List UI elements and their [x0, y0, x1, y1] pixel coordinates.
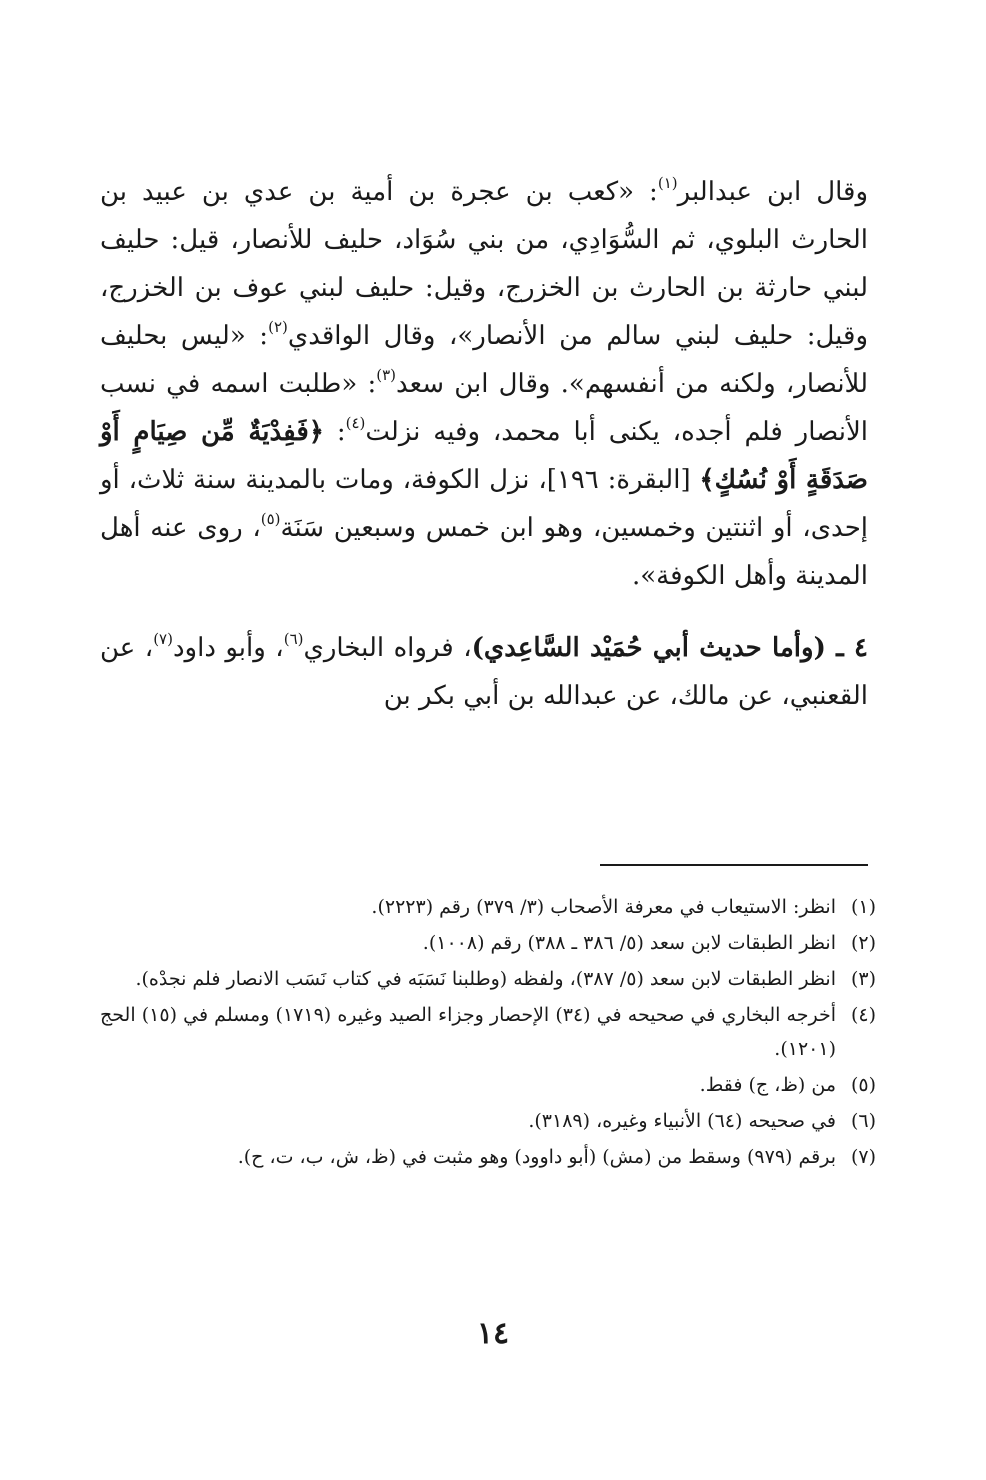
text-run: [البقرة: ١٩٦]، نزل الكوفة، ومات بالمدينة سنة ثلاث، أو إحدى، أو اثنتين وخمسين، وهو ابن خمس وسبعين سَنَة — [100, 465, 868, 543]
section-heading: ٤ ـ (وأما حديث أبي حُمَيْد السَّاعِدي) — [471, 633, 868, 663]
text-run: ، عن القعنبي، عن مالك، عن عبدالله بن أبي بكر بن — [100, 633, 868, 711]
footnote-text: في صحيحه (٦٤) الأنبياء وغيره، (٣١٨٩). — [528, 1110, 836, 1132]
footnote-number: (٣) — [850, 968, 876, 990]
footnote-number: (٥) — [850, 1074, 876, 1096]
footnote-text: من (ظ، ج) فقط. — [699, 1074, 836, 1096]
footnote-number: (٤) — [850, 1004, 876, 1026]
paragraph-hadith — [100, 624, 868, 720]
paragraph-spacer — [100, 600, 868, 624]
footnote-divider — [600, 864, 868, 866]
text-run: : «ليس بحليف للأنصار، ولكنه من أنفسهم». وقال ابن سعد — [100, 321, 868, 399]
footnote-item — [100, 1140, 876, 1174]
footnote-ref-4: (٤) — [345, 414, 366, 432]
text-run: ، وأبو داود — [172, 633, 284, 663]
text-run: : — [323, 417, 346, 447]
text-run: : «كعب بن عجرة بن أمية بن عدي بن عبيد بن الحارث البلوي، ثم السُّوَادِي، من بني سُوَاد، حليف للأنصار، قيل: حليف لبني حارثة بن الحارث بن الخزرج، وقيل: حليف لبني عوف بن الخزرج، وقيل: حليف لبني سالم من الأنصار»، وقال الواقدي — [100, 177, 868, 351]
footnote-text: انظر: الاستيعاب في معرفة الأصحاب (٣/ ٣٧٩) رقم (٢٢٢٣). — [371, 896, 836, 918]
footnote-ref-1: (١) — [657, 174, 678, 192]
footnote-ref-2: (٢) — [268, 318, 288, 336]
footnote-number: (٦) — [850, 1110, 876, 1132]
footnote-text: انظر الطبقات لابن سعد (٥/ ٣٨٧)، ولفظه (وطلبنا نَسَبَه في كتاب نَسَب الانصار فلم نجدْه). — [135, 968, 836, 990]
text-run: ، فرواه البخاري — [303, 633, 472, 663]
footnote-ref-7: (٧) — [153, 630, 173, 648]
text-run: وقال ابن عبدالبر — [677, 177, 868, 207]
footnote-text: انظر الطبقات لابن سعد (٥/ ٣٨٦ ـ ٣٨٨) رقم (١٠٠٨). — [422, 932, 836, 954]
footnote-ref-3: (٣) — [376, 366, 397, 384]
footnote-item — [100, 890, 876, 924]
quran-verse: ﴿فَفِدْيَةٌ مِّن صِيَامٍ أَوْ صَدَقَةٍ أَوْ نُسُكٍ﴾ — [100, 417, 868, 495]
footnote-text: برقم (٩٧٩) وسقط من (مش) (أبو داوود) وهو مثبت في (ظ، ش، ب، ت، ح). — [237, 1146, 836, 1168]
footnote-item — [100, 1068, 876, 1102]
text-run: ، روى عنه أهل المدينة وأهل الكوفة». — [100, 513, 868, 591]
footnote-number: (٧) — [850, 1146, 876, 1168]
footnote-number: (١) — [850, 896, 876, 918]
footnote-text: أخرجه البخاري في صحيحه في (٣٤) الإحصار وجزاء الصيد وغيره (١٧١٩) ومسلم في (١٥) الحج (١٢٠١). — [100, 1004, 836, 1060]
footnote-item — [100, 962, 876, 996]
main-text-block — [100, 168, 868, 720]
page-number: ١٤ — [476, 1316, 510, 1351]
footnote-item — [100, 998, 876, 1066]
footnote-ref-5: (٥) — [260, 510, 281, 528]
paragraph-biography — [100, 168, 868, 600]
footnotes-section — [100, 890, 876, 1176]
footnote-ref-6: (٦) — [283, 630, 304, 648]
footnote-item — [100, 1104, 876, 1138]
text-run: : «طلبت اسمه في نسب الأنصار فلم أجده، يكنى أبا محمد، وفيه نزلت — [100, 369, 868, 447]
footnote-number: (٢) — [850, 932, 876, 954]
footnote-item — [100, 926, 876, 960]
